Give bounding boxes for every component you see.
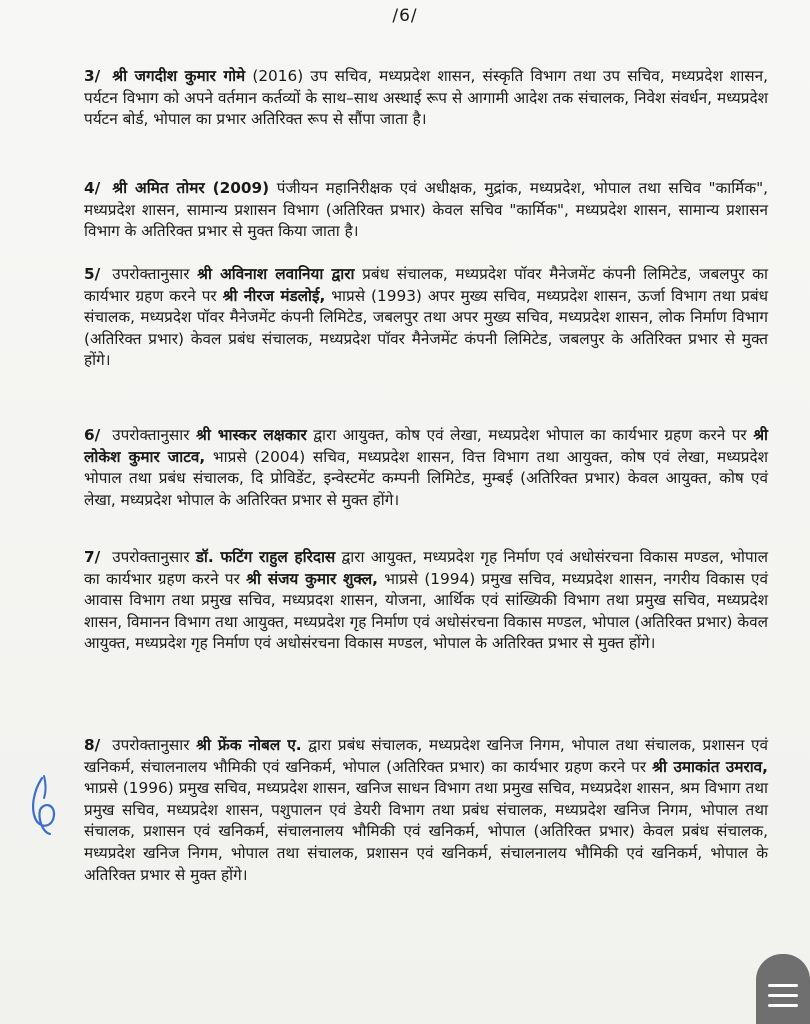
paragraph-number: 4/: [84, 179, 101, 197]
officer-name: श्री अमित तोमर (2009): [112, 179, 270, 197]
paragraph-text-mid: द्वारा प्रबंध संचालक, मध्यप्रदेश खनिज निगम, भोपाल तथा संचालक, प्रशासन एवं खनिकर्म, संचालनालय भौमिकी एवं खनिकर्म, भोपाल (अतिरिक्त प्रभार) का कार्यभार ग्रहण करने पर: [84, 736, 768, 776]
officer-name-relieved: श्री नीरज मंडलोई,: [222, 286, 326, 305]
paragraph-prefix: उपरोक्तानुसार: [112, 426, 196, 444]
paragraph-4: [84, 178, 768, 243]
paragraph-number: 8/: [84, 736, 101, 754]
handle-line-icon: [768, 1004, 798, 1007]
paragraph-text-mid: प्रबंध संचालक, मध्यप्रदेश पॉवर मैनेजमेंट कंपनी लिमिटेड, जबलपुर का कार्यभार ग्रहण करने पर: [84, 265, 768, 305]
officer-name-joining: श्री अविनाश लवानिया द्वारा: [197, 265, 355, 283]
paragraph-number: 3/: [84, 67, 101, 85]
paragraph-text: (2016) उप सचिव, मध्यप्रदेश शासन, संस्कृति विभाग तथा उप सचिव, मध्यप्रदेश शासन, पर्यटन विभाग को अपने वर्तमान कर्तव्यों के साथ–साथ अस्थाई रूप से आगामी आदेश तक संचालक, निवेश संवर्धन, मध्यप्रदेश पर्यटन बोर्ड, भोपाल का प्रभार अतिरिक्त रूप से सौंपा जाता है।: [84, 67, 768, 129]
paragraph-number: 7/: [84, 548, 101, 566]
paragraph-number: 6/: [84, 426, 101, 444]
paragraph-3: [84, 66, 768, 131]
paragraph-prefix: उपरोक्तानुसार: [112, 265, 198, 283]
officer-name-joining: श्री भास्कर लक्षकार: [195, 426, 307, 444]
paragraph-prefix: उपरोक्तानुसार: [112, 548, 196, 566]
handwritten-initial: [24, 770, 64, 840]
paragraph-text: भाप्रसे (1993) अपर मुख्य सचिव, मध्यप्रदेश शासन, ऊर्जा विभाग तथा प्रबंध संचालक, मध्यप्रदेश पॉवर मैनेजमेंट कंपनी लिमिटेड, जबलपुर तथा अपर मुख्य सचिव, मध्यप्रदेश शासन, लोक निर्माण विभाग (अतिरिक्त प्रभार) केवल प्रबंध संचालक, मध्यप्रदेश पॉवर मैनेजमेंट कंपनी लिमिटेड, जबलपुर के अतिरिक्त प्रभार से मुक्त होंगे।: [84, 286, 768, 370]
paragraph-text: पंजीयन महानिरीक्षक एवं अधीक्षक, मुद्रांक, मध्यप्रदेश, भोपाल तथा सचिव "कार्मिक", मध्यप्रदेश शासन, सामान्य प्रशासन विभाग (अतिरिक्त प्रभार) केवल सचिव "कार्मिक", मध्यप्रदेश शासन, सामान्य प्रशासन विभाग के अतिरिक्त प्रभार से मुक्त किया जाता है।: [84, 179, 768, 241]
paragraph-text: भाप्रसे (1994) प्रमुख सचिव, मध्यप्रदेश शासन, नगरीय विकास एवं आवास विभाग तथा प्रमुख सचिव, मध्यप्रदश शासन, योजना, आर्थिक एवं सांख्यिकी विभाग तथा प्रमुख सचिव, मध्यप्रदेश शासन, विमानन विभाग तथा आयुक्त, मध्यप्रदेश गृह निर्माण एवं अधोसंरचना विकास मण्डल, भोपाल (अतिरिक्त प्रभार) केवल आयुक्त, मध्यप्रदेश गृह निर्माण एवं अधोसंरचना विकास मण्डल, भोपाल के अतिरिक्त प्रभार से मुक्त होंगे।: [84, 569, 768, 653]
paragraph-7: [84, 547, 768, 655]
page-number: /6/: [392, 6, 418, 26]
paragraph-6: [84, 425, 768, 511]
paragraph-5: [84, 264, 768, 372]
paragraph-text: भाप्रसे (1996) प्रमुख सचिव, मध्यप्रदेश शासन, खनिज साधन विभाग तथा प्रमुख सचिव, मध्यप्रदेश शासन, श्रम विभाग तथा प्रमुख सचिव, मध्यप्रदेश शासन, पशुपालन एवं डेयरी विभाग तथा प्रबंध संचालक, मध्यप्रदेश खनिज निगम, भोपाल तथा संचालक, प्रशासन एवं खनिकर्म, संचालनालय भौमिकी एवं खनिकर्म, भोपाल (अतिरिक्त प्रभार) केवल प्रबंध संचालक, मध्यप्रदेश खनिज निगम, भोपाल तथा संचालक, प्रशासन एवं खनिकर्म, संचालनालय भौमिकी एवं खनिकर्म, भोपाल के अतिरिक्त प्रभार से मुक्त होंगे।: [84, 779, 768, 884]
handle-line-icon: [768, 984, 798, 987]
paragraph-text-mid: द्वारा आयुक्त, कोष एवं लेखा, मध्यप्रदेश भोपाल का कार्यभार ग्रहण करने पर: [306, 426, 754, 444]
paragraph-number: 5/: [84, 265, 101, 283]
officer-name-joining: श्री फ्रेंक नोबल ए.: [196, 736, 302, 754]
paragraph-prefix: उपरोक्तानुसार: [112, 736, 197, 754]
officer-name: श्री जगदीश कुमार गोमे: [112, 67, 246, 85]
paragraph-8: [84, 735, 768, 886]
paragraph-text: भाप्रसे (2004) सचिव, मध्यप्रदेश शासन, वित्त विभाग तथा आयुक्त, कोष एवं लेखा, मध्यप्रदेश भोपाल तथा प्रबंध संचालक, दि प्रोविडेंट, इन्वेस्टमेंट कम्पनी लिमिटेड, मुम्बई (अतिरिक्त प्रभार) केवल आयुक्त, कोष एवं लेखा, मध्यप्रदेश भोपाल के अतिरिक्त प्रभार से मुक्त होंगे।: [84, 447, 768, 509]
handle-line-icon: [768, 994, 798, 997]
officer-name-relieved: श्री संजय कुमार शुक्ल,: [246, 569, 378, 588]
paragraph-text-mid: द्वारा आयुक्त, मध्यप्रदेश गृह निर्माण एवं अधोसंरचना विकास मण्डल, भोपाल का कार्यभार ग्रहण करने पर: [84, 548, 768, 588]
officer-name-relieved: श्री लोकेश कुमार जाटव,: [84, 426, 768, 466]
page-scroll-handle[interactable]: [756, 954, 810, 1024]
officer-name-joining: डॉ. फटिंग राहुल हरिदास: [195, 548, 336, 566]
officer-name-relieved: श्री उमाकांत उमराव,: [652, 757, 768, 776]
